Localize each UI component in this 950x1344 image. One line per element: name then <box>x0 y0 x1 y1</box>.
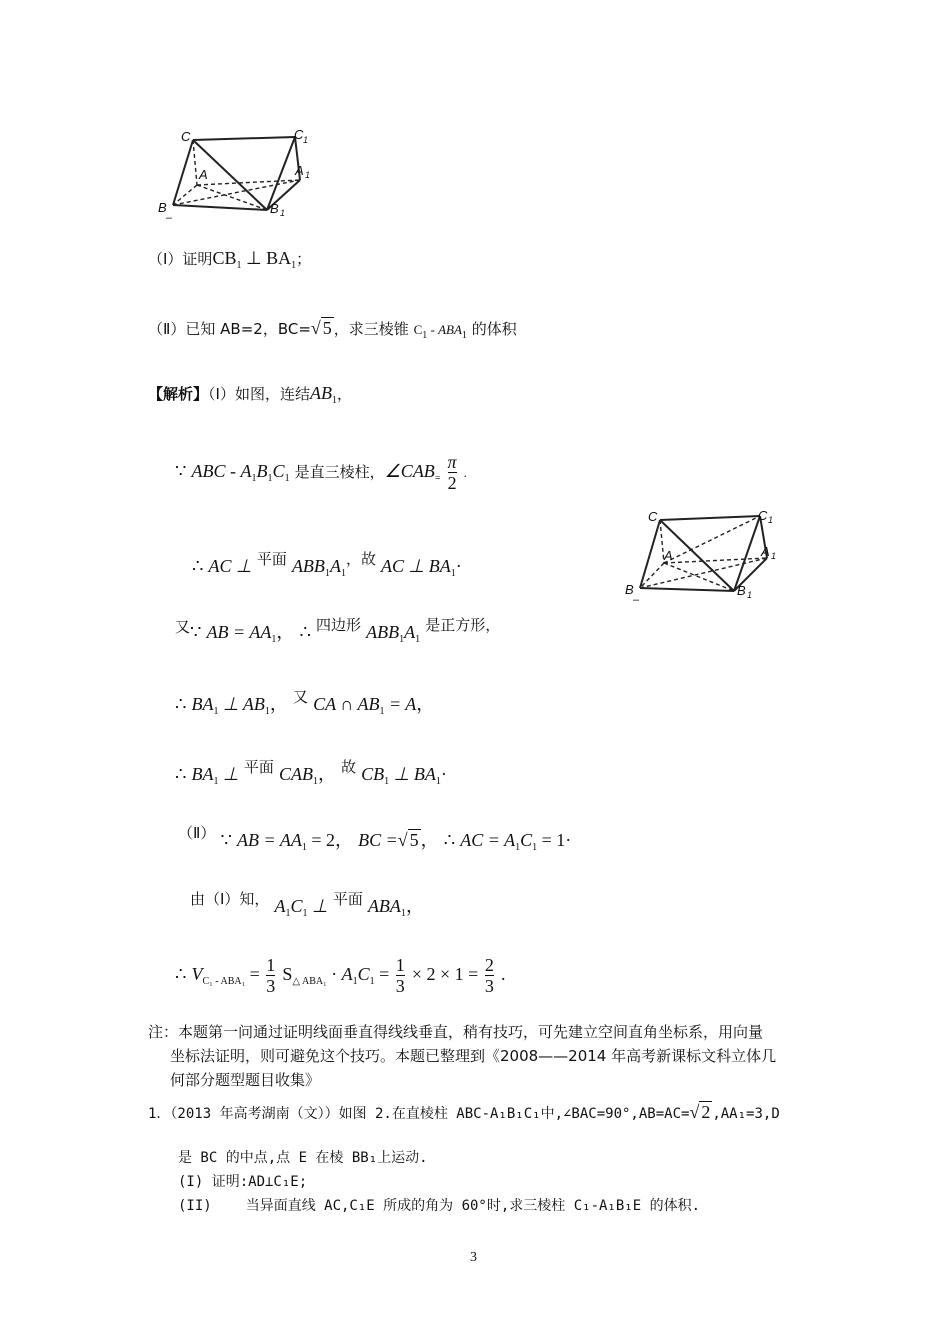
svg-text:1: 1 <box>303 135 309 145</box>
prism-figure-2 <box>622 508 782 608</box>
fig2-label-b1: B <box>737 583 746 598</box>
fig2-label-a1: A <box>761 544 770 559</box>
fig1-label-b1: B <box>270 201 279 216</box>
svg-text:–: – <box>633 594 640 606</box>
page-number: 3 <box>470 1250 477 1265</box>
note-line-3: 何部分题型题目收集》 <box>170 1071 321 1089</box>
fig2-label-b: B <box>625 582 634 597</box>
fig2-label-c: C <box>648 509 658 524</box>
step-2: ∴ AC ⊥ 平面 $ABB_1A_1$，故 AC ⊥ $BA_1\cdot$ <box>192 550 462 579</box>
note-paragraph <box>148 1020 776 1092</box>
fig1-label-c: C <box>181 129 191 144</box>
fig2-label-c1: C <box>758 508 768 523</box>
prism-figure-1 <box>155 125 315 225</box>
problem-line-3: (I) 证明:AD⊥C₁E; <box>178 1174 308 1190</box>
note-line-1: 注：本题第一问通过证明线面垂直得线线垂直，稍有技巧，可先建立空间直角坐标系，用向量 <box>148 1023 764 1041</box>
problem-1 <box>148 1100 780 1218</box>
fig1-label-c1: C <box>294 127 304 142</box>
problem-line-4: (II) 当异面直线 AC,C₁E 所成的角为 60°时,求三棱柱 C₁-A₁B₁E 的体积. <box>178 1198 701 1214</box>
svg-text:1: 1 <box>747 590 753 600</box>
step-7: 由（Ⅰ）知， $A_1C_1$ ⊥ 平面 $ABA_1$， <box>190 890 424 919</box>
svg-text:1: 1 <box>280 208 286 218</box>
svg-text:1: 1 <box>305 170 311 180</box>
fig2-label-a: A <box>664 548 673 563</box>
step-6: （Ⅱ） ∵ AB = $AA_1 = 2$， BC =√ 5 ， ∴ AC = $A_1C_1 = 1\cdot$ <box>178 824 572 853</box>
step-4: ∴ $BA_1$ ⊥ $AB_1$， 又 CA ∩ $AB_1 = A$， <box>175 688 435 717</box>
step-1: ∵ ABC - $A_1B_1C_1$ 是直三棱柱，$\angle CAB_=$ $\frac{\pi}{2}$ . <box>175 452 467 493</box>
problem-line-1: 1．（2013 年高考湖南（文））如图 2.在直棱柱 ABC-A₁B₁C₁中,∠BAC=90°,AB=AC=√ 2 ,AA₁=3,D <box>148 1102 780 1122</box>
fig1-label-b: B <box>158 200 167 215</box>
step-5: ∴ $BA_1$ ⊥ 平面 $CAB_1$， 故 $CB_1$ ⊥ $BA_1\cdot$ <box>175 758 447 787</box>
svg-text:–: – <box>166 212 173 224</box>
step-8: ∴ $V_{C_1 - ABA_1}$ = $\frac{1}{3}$ $S_{\triangle ABA_1} \cdot A_1C_1$ = $\frac{1}{3}$ × 2 × 1 = $\frac{2}{3}$ . <box>175 955 506 996</box>
question-1: （Ⅰ）证明$CB_1$ ⊥ $BA_1$； <box>148 248 312 271</box>
step-3: 又∵ AB = $AA_1$， ∴ 四边形 $ABB_1A_1$ 是正方形， <box>175 616 501 645</box>
svg-text:1: 1 <box>771 551 777 561</box>
fig1-label-a1: A <box>295 163 304 178</box>
problem-line-2: 是 BC 的中点,点 E 在棱 BB₁上运动. <box>178 1150 428 1166</box>
fig1-label-a: A <box>199 167 208 182</box>
analysis-heading: 【解析】（Ⅰ）如图，连结$AB_1$， <box>148 383 352 406</box>
note-line-2: 坐标法证明，则可避免这个技巧。本题已整理到《2008——2014 年高考新课标文科立体几 <box>170 1047 777 1065</box>
svg-text:1: 1 <box>768 515 774 525</box>
question-2: （Ⅱ）已知 AB=2，BC=√ 5 ，求三棱锥 $C_1 - ABA_1$ 的体积 <box>148 318 517 341</box>
